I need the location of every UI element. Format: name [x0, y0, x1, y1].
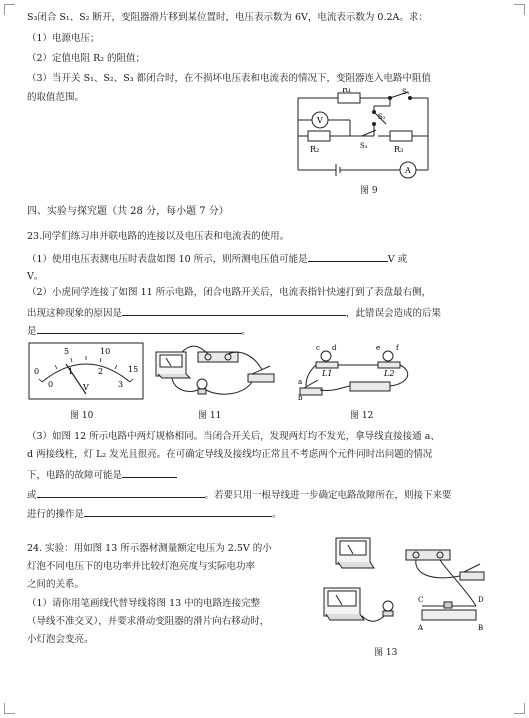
- fig9-label-v: V: [317, 116, 323, 125]
- q23-part2-blank1[interactable]: [122, 305, 346, 316]
- q23-part1-line2: [27, 268, 43, 283]
- fig9-label-s3: S₃: [360, 142, 368, 150]
- fig9-label-s2: S₂: [378, 113, 386, 121]
- q24-line1: 24. 实验：用如图 13 所示器材测量额定电压为 2.5V 的小: [27, 543, 272, 554]
- fig13-label-b: B: [478, 624, 484, 632]
- q23-part3-or: 或: [27, 490, 37, 501]
- section-4-title: 四、实验与探究题（共 28 分，每小题 7 分）: [27, 206, 229, 217]
- q23-part2-blank2[interactable]: [37, 323, 242, 334]
- prev-problem-q1: （1）电源电压；: [27, 33, 100, 44]
- q24-line2: 灯泡不同电压下的电功率并比较灯泡亮度与实际电功率: [27, 561, 256, 572]
- fig10-bottom-tick-1: 1: [68, 367, 74, 376]
- q23-part3-line1: （3）如图 12 所示电路中两灯规格相同。当闭合开关后，发现两灯均不发光，拿导线直接接通 a、: [27, 431, 440, 442]
- fig10-bottom-tick-0: 0: [48, 380, 54, 389]
- prev-problem-q3-line2: 的取值范围。: [27, 92, 85, 103]
- fig9-label-r3: R₃: [394, 145, 404, 154]
- corner-mark-bottom-left: [4, 703, 15, 714]
- q23-part1-line1: [27, 251, 407, 266]
- q23-part2-prefix: 出现这种现象的原因是: [27, 308, 123, 319]
- figure-12-two-lamps: [296, 340, 426, 402]
- fig12-label-b: b: [298, 394, 303, 402]
- fig12-label-e: e: [376, 344, 381, 352]
- corner-mark-top-left: [4, 4, 15, 15]
- q23-part2-end: 。: [241, 326, 252, 337]
- q23-part1-blank1[interactable]: [308, 251, 388, 262]
- q24-line5: （导线不准交叉），并要求滑动变阻器的滑片向右移动时，: [27, 616, 270, 627]
- fig13-label-d: D: [478, 596, 484, 604]
- fig9-caption: 图 9: [360, 186, 378, 196]
- q23-part2-mid: ，此错误会造成的后果: [346, 308, 442, 319]
- figure-11-lab-circuit: [152, 344, 288, 400]
- prev-problem-q2: （2）定值电阻 R₂ 的阻值；: [27, 53, 146, 64]
- fig13-label-a: A: [418, 624, 424, 632]
- fig13-label-c: C: [418, 596, 424, 604]
- corner-mark-bottom-right: [514, 703, 525, 714]
- q23-part3-line3: [27, 467, 177, 482]
- q23-part2-line3: [27, 323, 251, 338]
- prev-problem-line1: S₃闭合 S₁、S₂ 断开，变阻器滑片移到某位置时，电压表示数为 6V，电流表示数为 0.2A。求：: [27, 12, 428, 23]
- fig10-caption: 图 10: [70, 411, 94, 421]
- fig9-label-s1: S₁: [402, 88, 410, 96]
- fig10-top-tick-5: 5: [64, 347, 70, 356]
- fig13-caption: 图 13: [374, 648, 398, 658]
- corner-mark-top-right: [514, 4, 525, 15]
- q23-part3-blank3[interactable]: [84, 506, 272, 517]
- q23-part3-blank1[interactable]: [122, 467, 177, 478]
- q23-part3-op: 进行的操作是: [27, 509, 85, 520]
- fig10-bottom-tick-2: 2: [98, 367, 104, 376]
- fig9-label-a: A: [405, 166, 411, 175]
- q23-part3-line5: [27, 506, 282, 521]
- fig12-label-l2: L2: [384, 369, 395, 378]
- q24-line4: （1）请你用笔画线代替导线将图 13 中的电路连接完整: [27, 598, 261, 609]
- figure-9-circuit: [290, 88, 440, 184]
- fig10-bottom-tick-3: 3: [118, 380, 124, 389]
- q23-part3-end: 。: [272, 509, 282, 520]
- fig10-unit: V: [83, 383, 89, 392]
- q23-part3-line4: [27, 487, 452, 502]
- fig11-caption: 图 11: [198, 411, 222, 421]
- q23-stem: 23.同学们练习串并联电路的连接以及电压表和电流表的使用。: [27, 231, 290, 242]
- q23-part2-line1: （2）小虎同学连接了如图 11 所示电路，闭合电路开关后，电流表指针快速打到了表盘最右侧，: [27, 287, 432, 298]
- q23-part1-unit2: V。: [27, 271, 44, 282]
- fig10-top-tick-15: 15: [128, 365, 139, 374]
- q23-part2-line2: [27, 305, 441, 320]
- q23-part3-next: 。若要只用一根导线进一步确定电路故障所在，则接下来要: [204, 490, 452, 501]
- figure-13-lab-apparatus: [318, 532, 494, 642]
- prev-problem-q3-line1: （3）当开关 S₁、S₂、S₃ 都闭合时，在不损坏电压表和电流表的情况下，变阻器连入电路中阻值: [27, 73, 432, 84]
- fig10-top-tick-0: 0: [34, 367, 40, 376]
- q23-part2-is: 是: [27, 326, 37, 337]
- fig12-label-f: f: [396, 344, 399, 352]
- q24-line6: 小灯泡会变亮。: [27, 634, 94, 645]
- q23-part3-blank2[interactable]: [37, 487, 205, 498]
- fig9-label-r2: R₂: [310, 145, 320, 154]
- fig12-label-d: d: [332, 344, 337, 352]
- fig12-label-c: c: [316, 344, 320, 352]
- fig12-caption: 图 12: [350, 411, 374, 421]
- figure-10-voltmeter: [28, 342, 144, 400]
- fig10-top-tick-10: 10: [100, 347, 111, 356]
- q24-line3: 之间的关系。: [27, 579, 85, 590]
- fig12-label-l1: L1: [322, 369, 333, 378]
- q23-part3-prefix: 下，电路的故障可能是: [27, 470, 123, 481]
- q23-part1-text: （1）使用电压表测电压时表盘如图 10 所示，则所测电压值可能是: [27, 254, 308, 265]
- q23-part3-line2: d 两接线柱，灯 L₂ 发光且很亮。在可确定导线及接线均正常且不考虑两个元件同时出问题的情况: [27, 449, 433, 460]
- fig9-label-r1: R₁: [342, 88, 352, 94]
- q23-part1-unit: V 或: [387, 254, 408, 265]
- fig12-label-a: a: [298, 378, 303, 386]
